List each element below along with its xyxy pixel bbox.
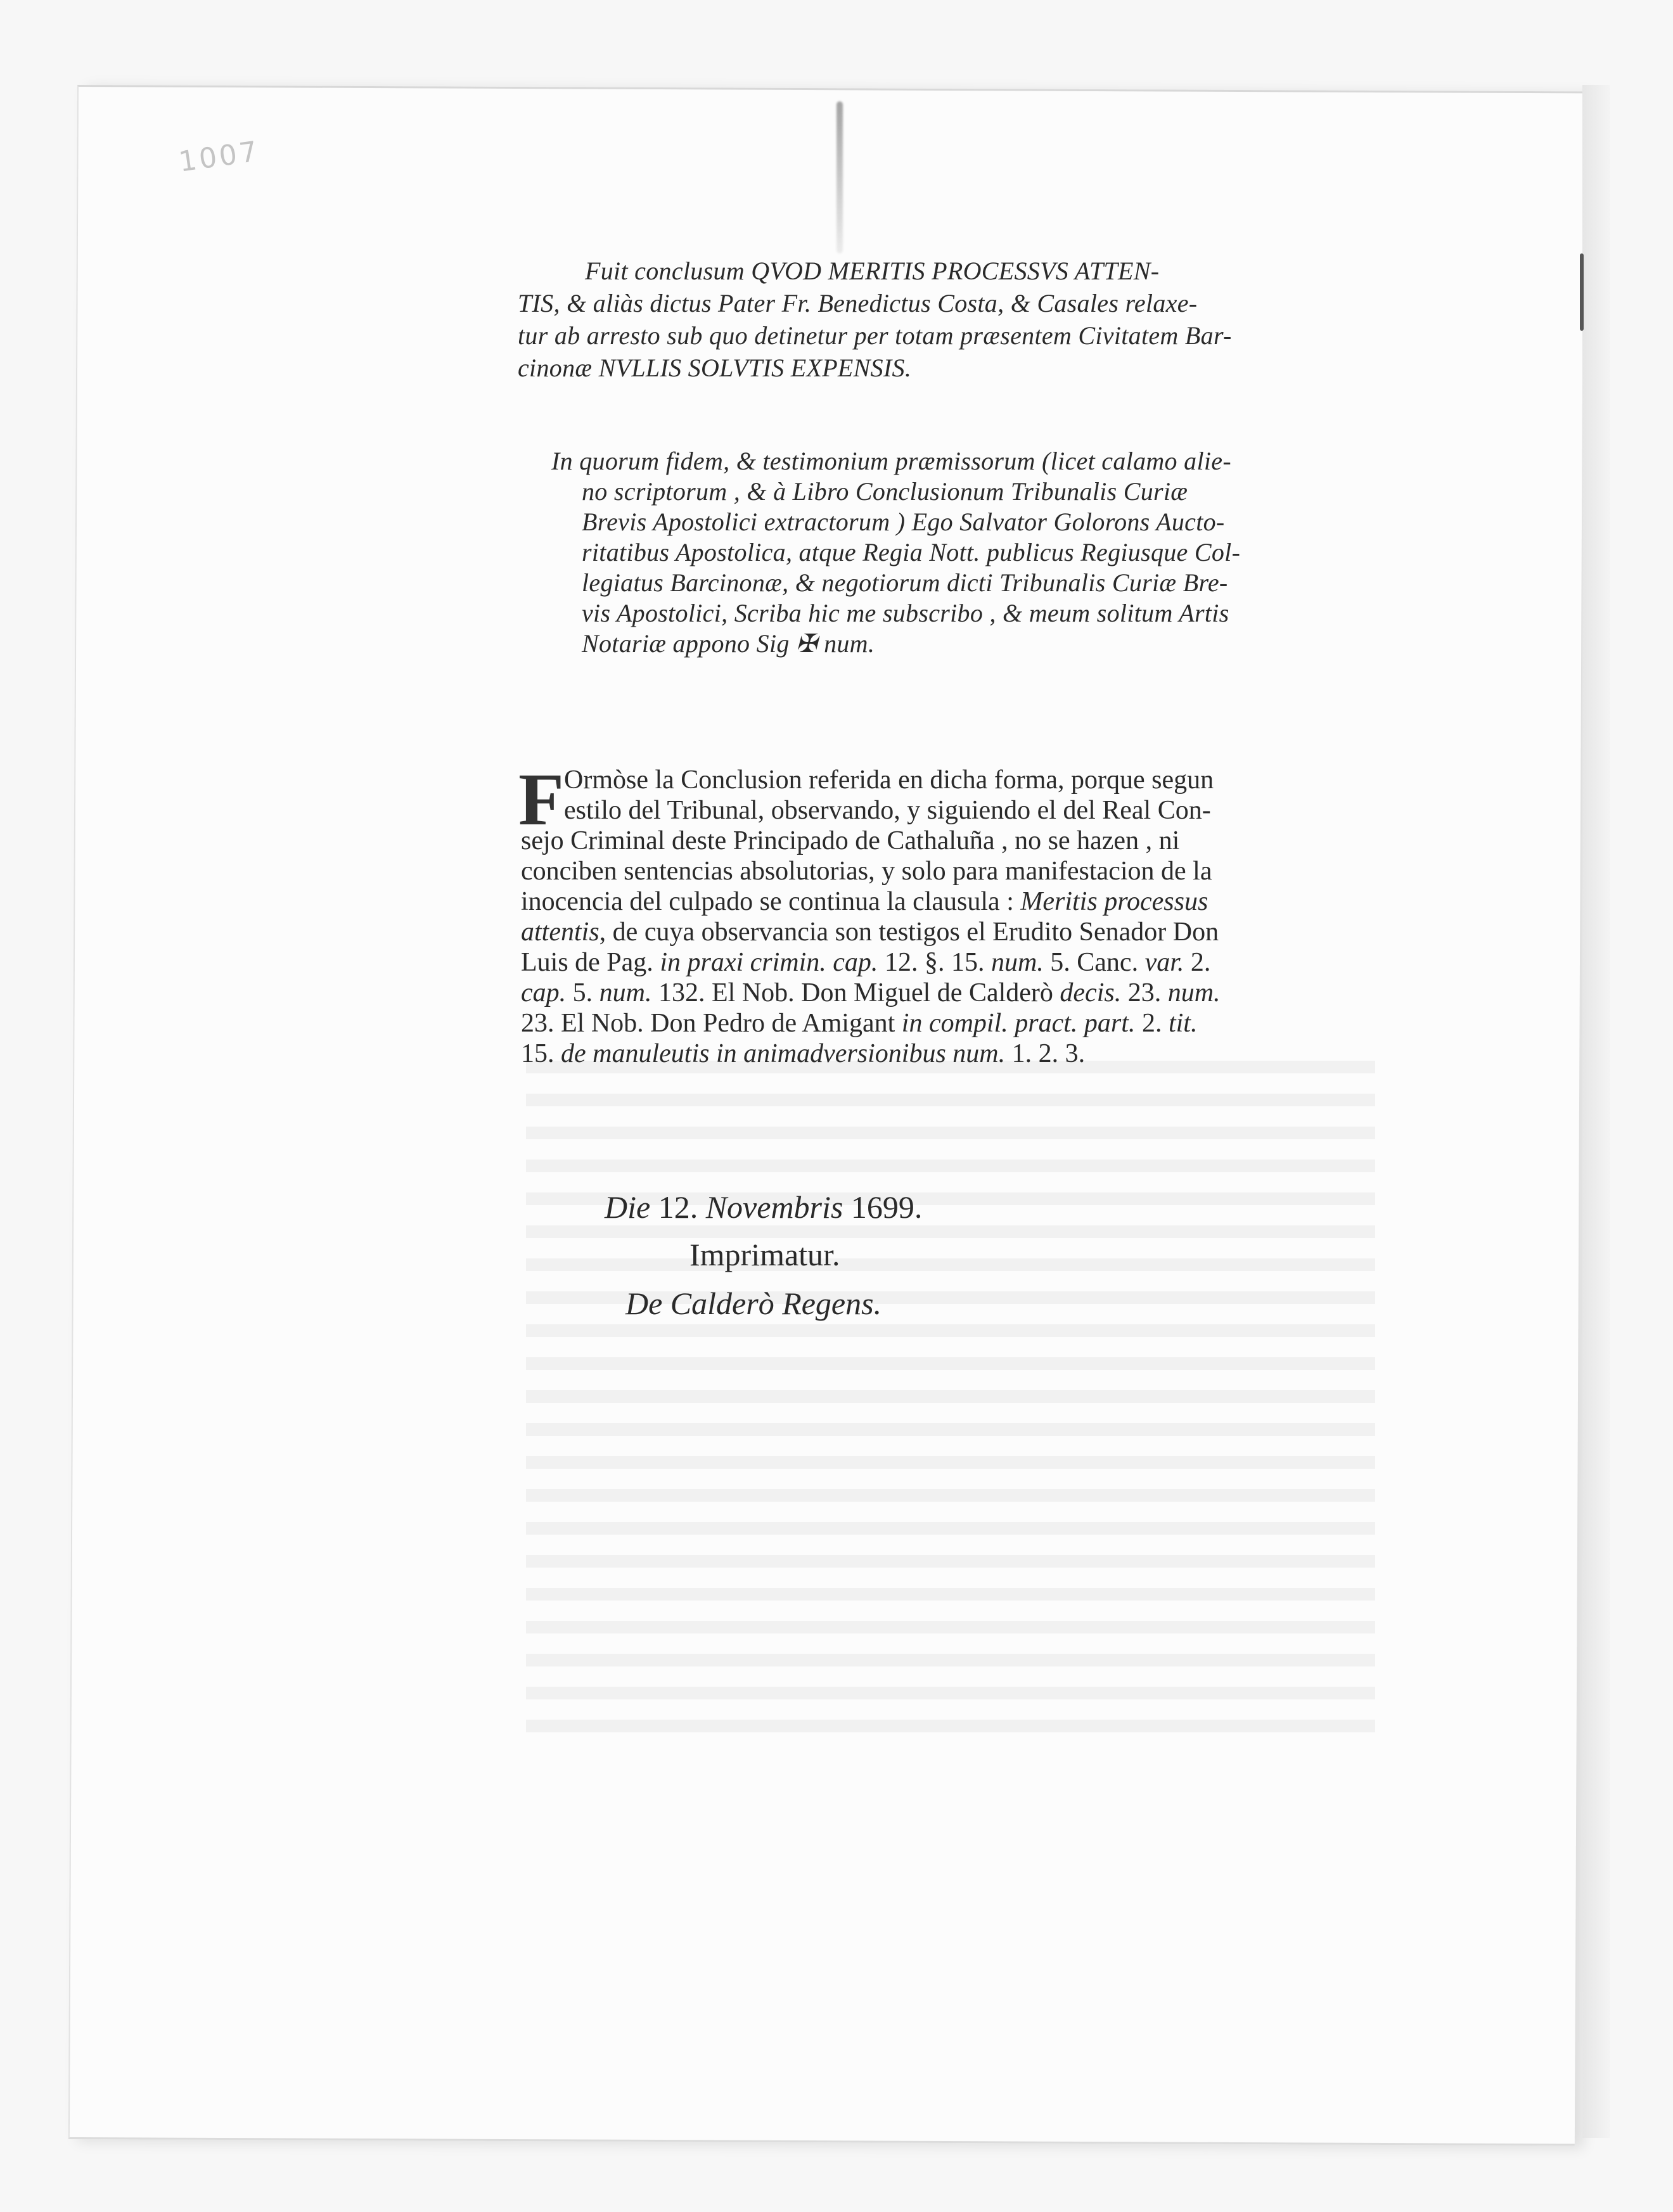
text-line	[521, 858, 1212, 885]
text-segment: tur ab arresto sub quo detinetur per totam præsentem Civitatem Bar-	[518, 321, 1232, 350]
text-segment: Fuit conclusum QVOD MERITIS PROCESSVS ATTEN-	[585, 257, 1160, 285]
pencil-annotation: 1007	[177, 135, 262, 179]
text-segment: cap.	[521, 978, 567, 1007]
edge-ink-mark	[1580, 253, 1584, 331]
text-segment: attentis	[521, 917, 599, 947]
text-line	[582, 631, 875, 656]
show-through-text	[526, 1052, 1375, 1749]
text-segment: sejo Criminal deste Principado de Cathaluña , no se hazen , ni	[521, 826, 1180, 855]
text-line	[521, 949, 1210, 976]
date-line	[605, 1191, 922, 1223]
text-segment: num.	[990, 948, 1044, 977]
text-segment: ritatibus Apostolica, atque Regia Nott. publicus Regiusque Col-	[582, 538, 1241, 566]
text-segment: Meritis processus	[1020, 887, 1208, 916]
text-line	[582, 570, 1228, 596]
text-segment: Novembris	[705, 1189, 843, 1225]
text-segment: 23.	[1121, 978, 1168, 1007]
text-segment: estilo del Tribunal, observando, y siguiendo el del Real Con-	[564, 796, 1211, 825]
text-segment: 5.	[566, 978, 599, 1007]
text-segment: TIS, & aliàs dictus Pater Fr. Benedictus Costa, & Casales relaxe-	[518, 289, 1198, 317]
text-line	[521, 1010, 1197, 1037]
text-segment: num.	[599, 978, 652, 1007]
text-segment: de manuleutis in animadversionibus num.	[561, 1039, 1006, 1068]
text-segment: in praxi crimin. cap.	[660, 948, 878, 977]
text-segment: tit.	[1168, 1009, 1198, 1038]
text-segment: Luis de Pag.	[521, 948, 660, 977]
text-segment: 1. 2. 3.	[1005, 1039, 1086, 1068]
signature: De Calderò Regens.	[625, 1286, 882, 1321]
text-segment: legiatus Barcinonæ, & negotiorum dicti Tribunalis Curiæ Bre-	[582, 568, 1228, 597]
text-segment: in compil. pract. part.	[901, 1009, 1136, 1038]
text-segment: 1699.	[843, 1189, 923, 1225]
text-segment: 12. §. 15.	[878, 948, 991, 977]
text-segment: Ormòse la Conclusion referida en dicha forma, porque segun	[564, 765, 1214, 795]
text-segment: 23. El Nob. Don Pedro de Amigant	[521, 1009, 902, 1038]
text-line	[564, 767, 1214, 793]
text-segment: In quorum fidem, & testimonium præmissorum (licet calamo alie-	[551, 447, 1231, 475]
text-segment: var.	[1144, 948, 1184, 977]
text-segment: vis Apostolici, Scriba hic me subscribo , & meum solitum Artis	[582, 599, 1229, 627]
text-line	[521, 919, 1219, 945]
text-segment: 12.	[650, 1189, 706, 1225]
text-segment: Notariæ appono Sig ✠ num.	[582, 629, 875, 658]
text-segment: decis.	[1060, 978, 1122, 1007]
text-segment: no scriptorum , & à Libro Conclusionum Tribunalis Curiæ	[582, 477, 1188, 506]
text-segment: Brevis Apostolici extractorum ) Ego Salvator Golorons Aucto-	[582, 508, 1225, 536]
text-line	[582, 540, 1240, 565]
text-line	[521, 1040, 1085, 1067]
text-line	[582, 479, 1188, 504]
text-line	[521, 828, 1179, 854]
text-line	[518, 323, 1232, 348]
text-segment: num.	[1167, 978, 1221, 1007]
paper-edge-shadow	[1582, 85, 1610, 2138]
text-segment: cinonæ NVLLIS SOLVTIS EXPENSIS.	[518, 354, 912, 382]
text-segment: conciben sentencias absolutorias, y solo para manifestacion de la	[521, 857, 1212, 886]
drop-cap: F	[518, 758, 565, 841]
text-segment: 2.	[1135, 1009, 1169, 1038]
text-segment: 2.	[1184, 948, 1211, 977]
text-segment: inocencia del culpado se continua la clausula :	[521, 887, 1021, 916]
text-line	[585, 259, 1159, 284]
text-segment: 15.	[521, 1039, 561, 1068]
text-segment: 5. Canc.	[1043, 948, 1145, 977]
text-segment: 132. El Nob. Don Miguel de Calderò	[651, 978, 1060, 1007]
text-line	[582, 601, 1229, 626]
fold-stain	[836, 101, 843, 253]
text-line	[518, 291, 1197, 316]
text-line	[582, 509, 1225, 535]
text-segment: Die	[605, 1189, 651, 1225]
imprimatur: Imprimatur.	[689, 1237, 840, 1272]
text-line	[521, 980, 1221, 1006]
text-line	[518, 355, 911, 381]
text-line	[564, 797, 1211, 824]
text-line	[521, 888, 1208, 915]
text-line	[551, 449, 1231, 474]
text-segment: , de cuya observancia son testigos el Erudito Senador Don	[599, 917, 1219, 947]
